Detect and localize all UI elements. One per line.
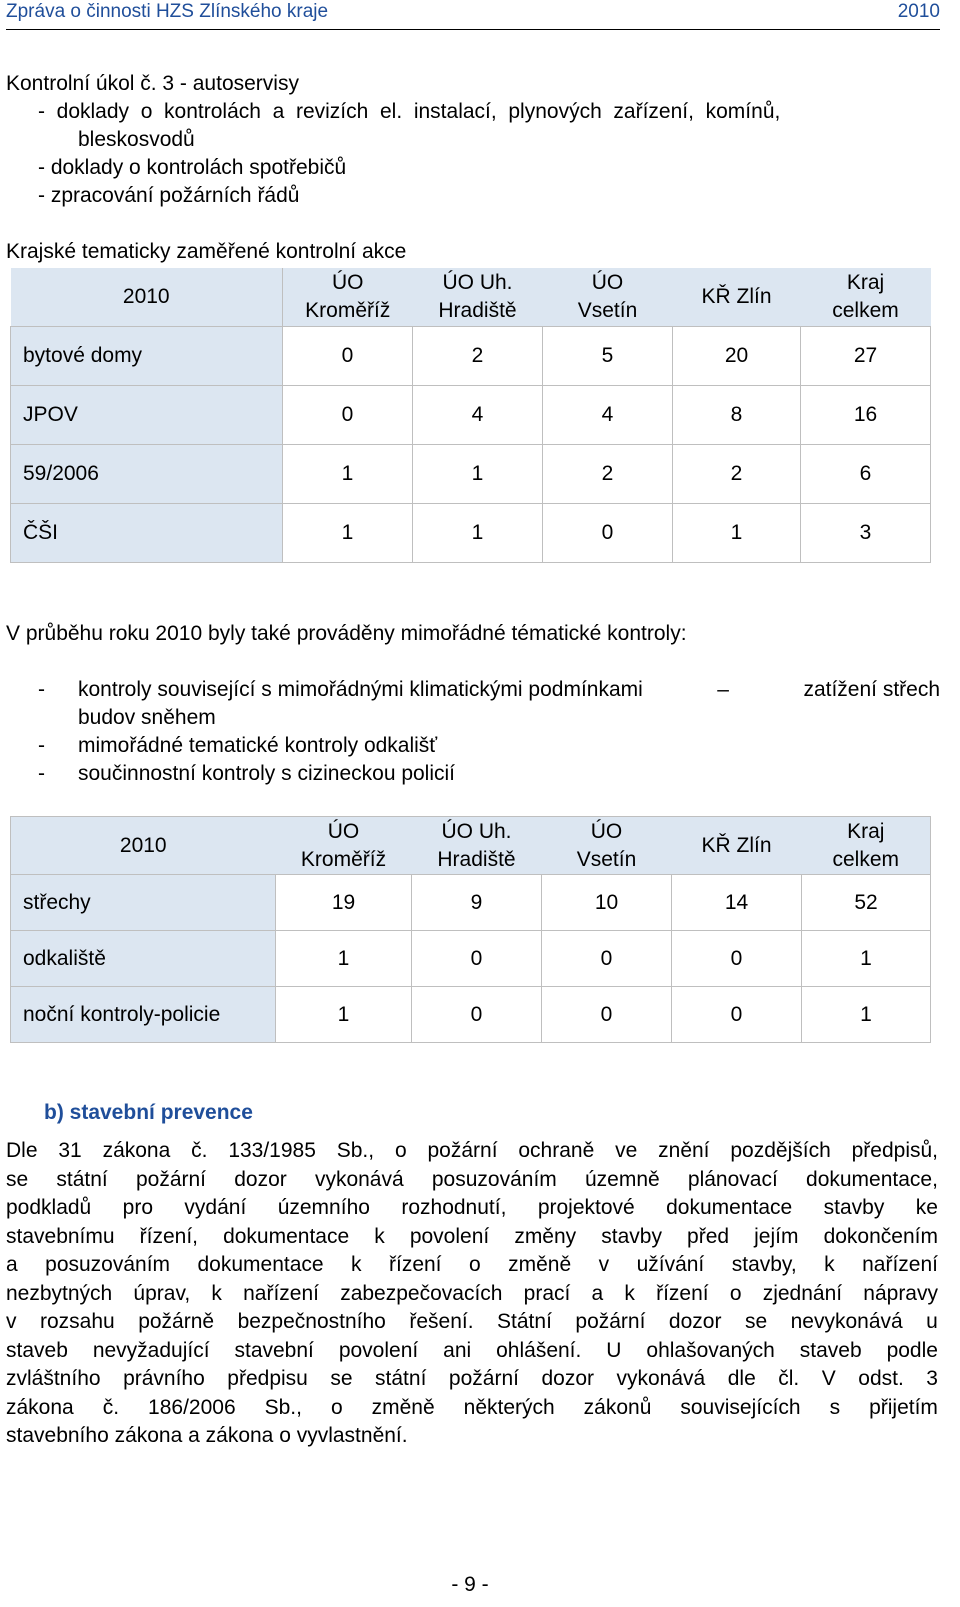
extra-dash-3: - [38, 762, 45, 785]
table-row [11, 444, 931, 503]
cell: 3 [801, 503, 931, 562]
cell: 2 [413, 326, 543, 385]
cell: 0 [542, 987, 672, 1043]
table1-col-header: ÚO Uh. Hradiště [413, 268, 543, 326]
table-row [11, 875, 931, 931]
paragraph-line: v rozsahu požárně bezpečnostního řešení. Státní požární dozor se nevykonává u [6, 1310, 938, 1333]
cell: 1 [802, 987, 931, 1043]
inspection-table-1 [10, 268, 931, 563]
task-item-2: - doklady o kontrolách spotřebičů [38, 156, 347, 179]
cell: 6 [801, 444, 931, 503]
row-label: bytové domy [11, 326, 283, 385]
paragraph-line: a posuzováním dokumentace k řízení o změně v užívání stavby, k nařízení [6, 1253, 938, 1276]
extra-item-2: mimořádné tematické kontroly odkališť [78, 734, 438, 757]
table-row [11, 931, 931, 987]
cell: 20 [673, 326, 801, 385]
paragraph-line: stavebnímu řízení, dokumentace k povolení změny stavby před jejím dokončením [6, 1224, 938, 1248]
table2-col-header: KŘ Zlín [672, 817, 802, 875]
paragraph-line: se státní požární dozor vykonává posuzováním územně plánovací dokumentace, [6, 1167, 938, 1191]
cell: 1 [283, 503, 413, 562]
section-b-title: b) stavební prevence [44, 1101, 253, 1124]
table2-col-header: Kraj celkem [802, 817, 931, 875]
cell: 0 [412, 987, 542, 1043]
table1-col-header: Kraj celkem [801, 268, 931, 326]
cell: 16 [801, 385, 931, 444]
cell: 5 [543, 326, 673, 385]
cell: 1 [276, 987, 412, 1043]
inspection-table-2 [10, 816, 931, 1043]
cell: 2 [543, 444, 673, 503]
cell: 14 [672, 875, 802, 931]
table1-caption: Krajské tematicky zaměřené kontrolní akce [6, 240, 407, 263]
table1-col-header: ÚO Vsetín [543, 268, 673, 326]
cell: 0 [672, 931, 802, 987]
task-item-1: - doklady o kontrolách a revizích el. instalací, plynových zařízení, komínů, [38, 100, 781, 123]
paragraph-line: Dle 31 zákona č. 133/1985 Sb., o požární ochraně ve znění pozdějších předpisů, [6, 1139, 938, 1162]
cell: 4 [413, 385, 543, 444]
cell: 52 [802, 875, 931, 931]
task-item-3: - zpracování požárních řádů [38, 184, 300, 207]
extra-dash-1: - [38, 678, 45, 701]
row-label: noční kontroly-policie [11, 987, 276, 1043]
table1-col-header: KŘ Zlín [673, 268, 801, 326]
section-b-paragraph [6, 1137, 938, 1451]
paragraph-line: zvláštního právního předpisu se státní požární dozor vykonává dle čl. V odst. 3 [6, 1367, 938, 1390]
table2-col-header: ÚO Vsetín [542, 817, 672, 875]
table1-corner: 2010 [11, 268, 283, 326]
task-title: Kontrolní úkol č. 3 - autoservisy [6, 72, 299, 95]
table-row [11, 326, 931, 385]
cell: 0 [672, 987, 802, 1043]
cell: 0 [283, 326, 413, 385]
header-year: 2010 [897, 1, 940, 22]
cell: 0 [412, 931, 542, 987]
row-label: 59/2006 [11, 444, 283, 503]
paragraph-line: zákona č. 186/2006 Sb., o změně některých zákonů souvisejících s přijetím [6, 1395, 938, 1419]
table-row [11, 987, 931, 1043]
cell: 8 [673, 385, 801, 444]
cell: 1 [283, 444, 413, 503]
row-label: JPOV [11, 385, 283, 444]
extra-intro: V průběhu roku 2010 byly také prováděny mimořádné tématické kontroly: [6, 622, 687, 645]
cell: 0 [283, 385, 413, 444]
paragraph-line: nezbytných úprav, k nařízení zabezpečovacích prací a k řízení o zjednání nápravy [6, 1281, 938, 1305]
paragraph-line: staveb nevyžadující stavební povolení ani ohlášení. U ohlašovaných staveb podle [6, 1338, 938, 1362]
paragraph-line: podkladů pro vydání územního rozhodnutí, projektové dokumentace stavby ke [6, 1196, 938, 1219]
row-label: ČŠI [11, 503, 283, 562]
page-number: - 9 - [451, 1573, 489, 1596]
table2-header-row [11, 817, 931, 875]
header-title: Zpráva o činnosti HZS Zlínského kraje [6, 1, 329, 22]
table1-header-row [11, 268, 931, 326]
table-row [11, 503, 931, 562]
cell: 4 [543, 385, 673, 444]
cell: 0 [543, 503, 673, 562]
cell: 1 [276, 931, 412, 987]
cell: 27 [801, 326, 931, 385]
table2-col-header: ÚO Uh. Hradiště [412, 817, 542, 875]
cell: 9 [412, 875, 542, 931]
cell: 1 [413, 503, 543, 562]
task-item-1-cont: bleskosvodů [78, 128, 195, 151]
table2-corner: 2010 [11, 817, 276, 875]
row-label: střechy [11, 875, 276, 931]
cell: 2 [673, 444, 801, 503]
cell: 1 [802, 931, 931, 987]
extra-item-1: kontroly související s mimořádnými klimatickými podmínkami – zatížení střech [78, 678, 940, 701]
extra-item-1-cont: budov sněhem [78, 706, 216, 729]
table2-col-header: ÚO Kroměříž [276, 817, 412, 875]
table-row [11, 385, 931, 444]
cell: 19 [276, 875, 412, 931]
table1-col-header: ÚO Kroměříž [283, 268, 413, 326]
cell: 0 [542, 931, 672, 987]
cell: 10 [542, 875, 672, 931]
page-header [6, 0, 940, 30]
paragraph-line: stavebního zákona a zákona o vyvlastnění. [6, 1424, 408, 1447]
cell: 1 [413, 444, 543, 503]
cell: 1 [673, 503, 801, 562]
row-label: odkaliště [11, 931, 276, 987]
extra-dash-2: - [38, 734, 45, 757]
extra-item-3: součinnostní kontroly s cizineckou policií [78, 762, 456, 785]
